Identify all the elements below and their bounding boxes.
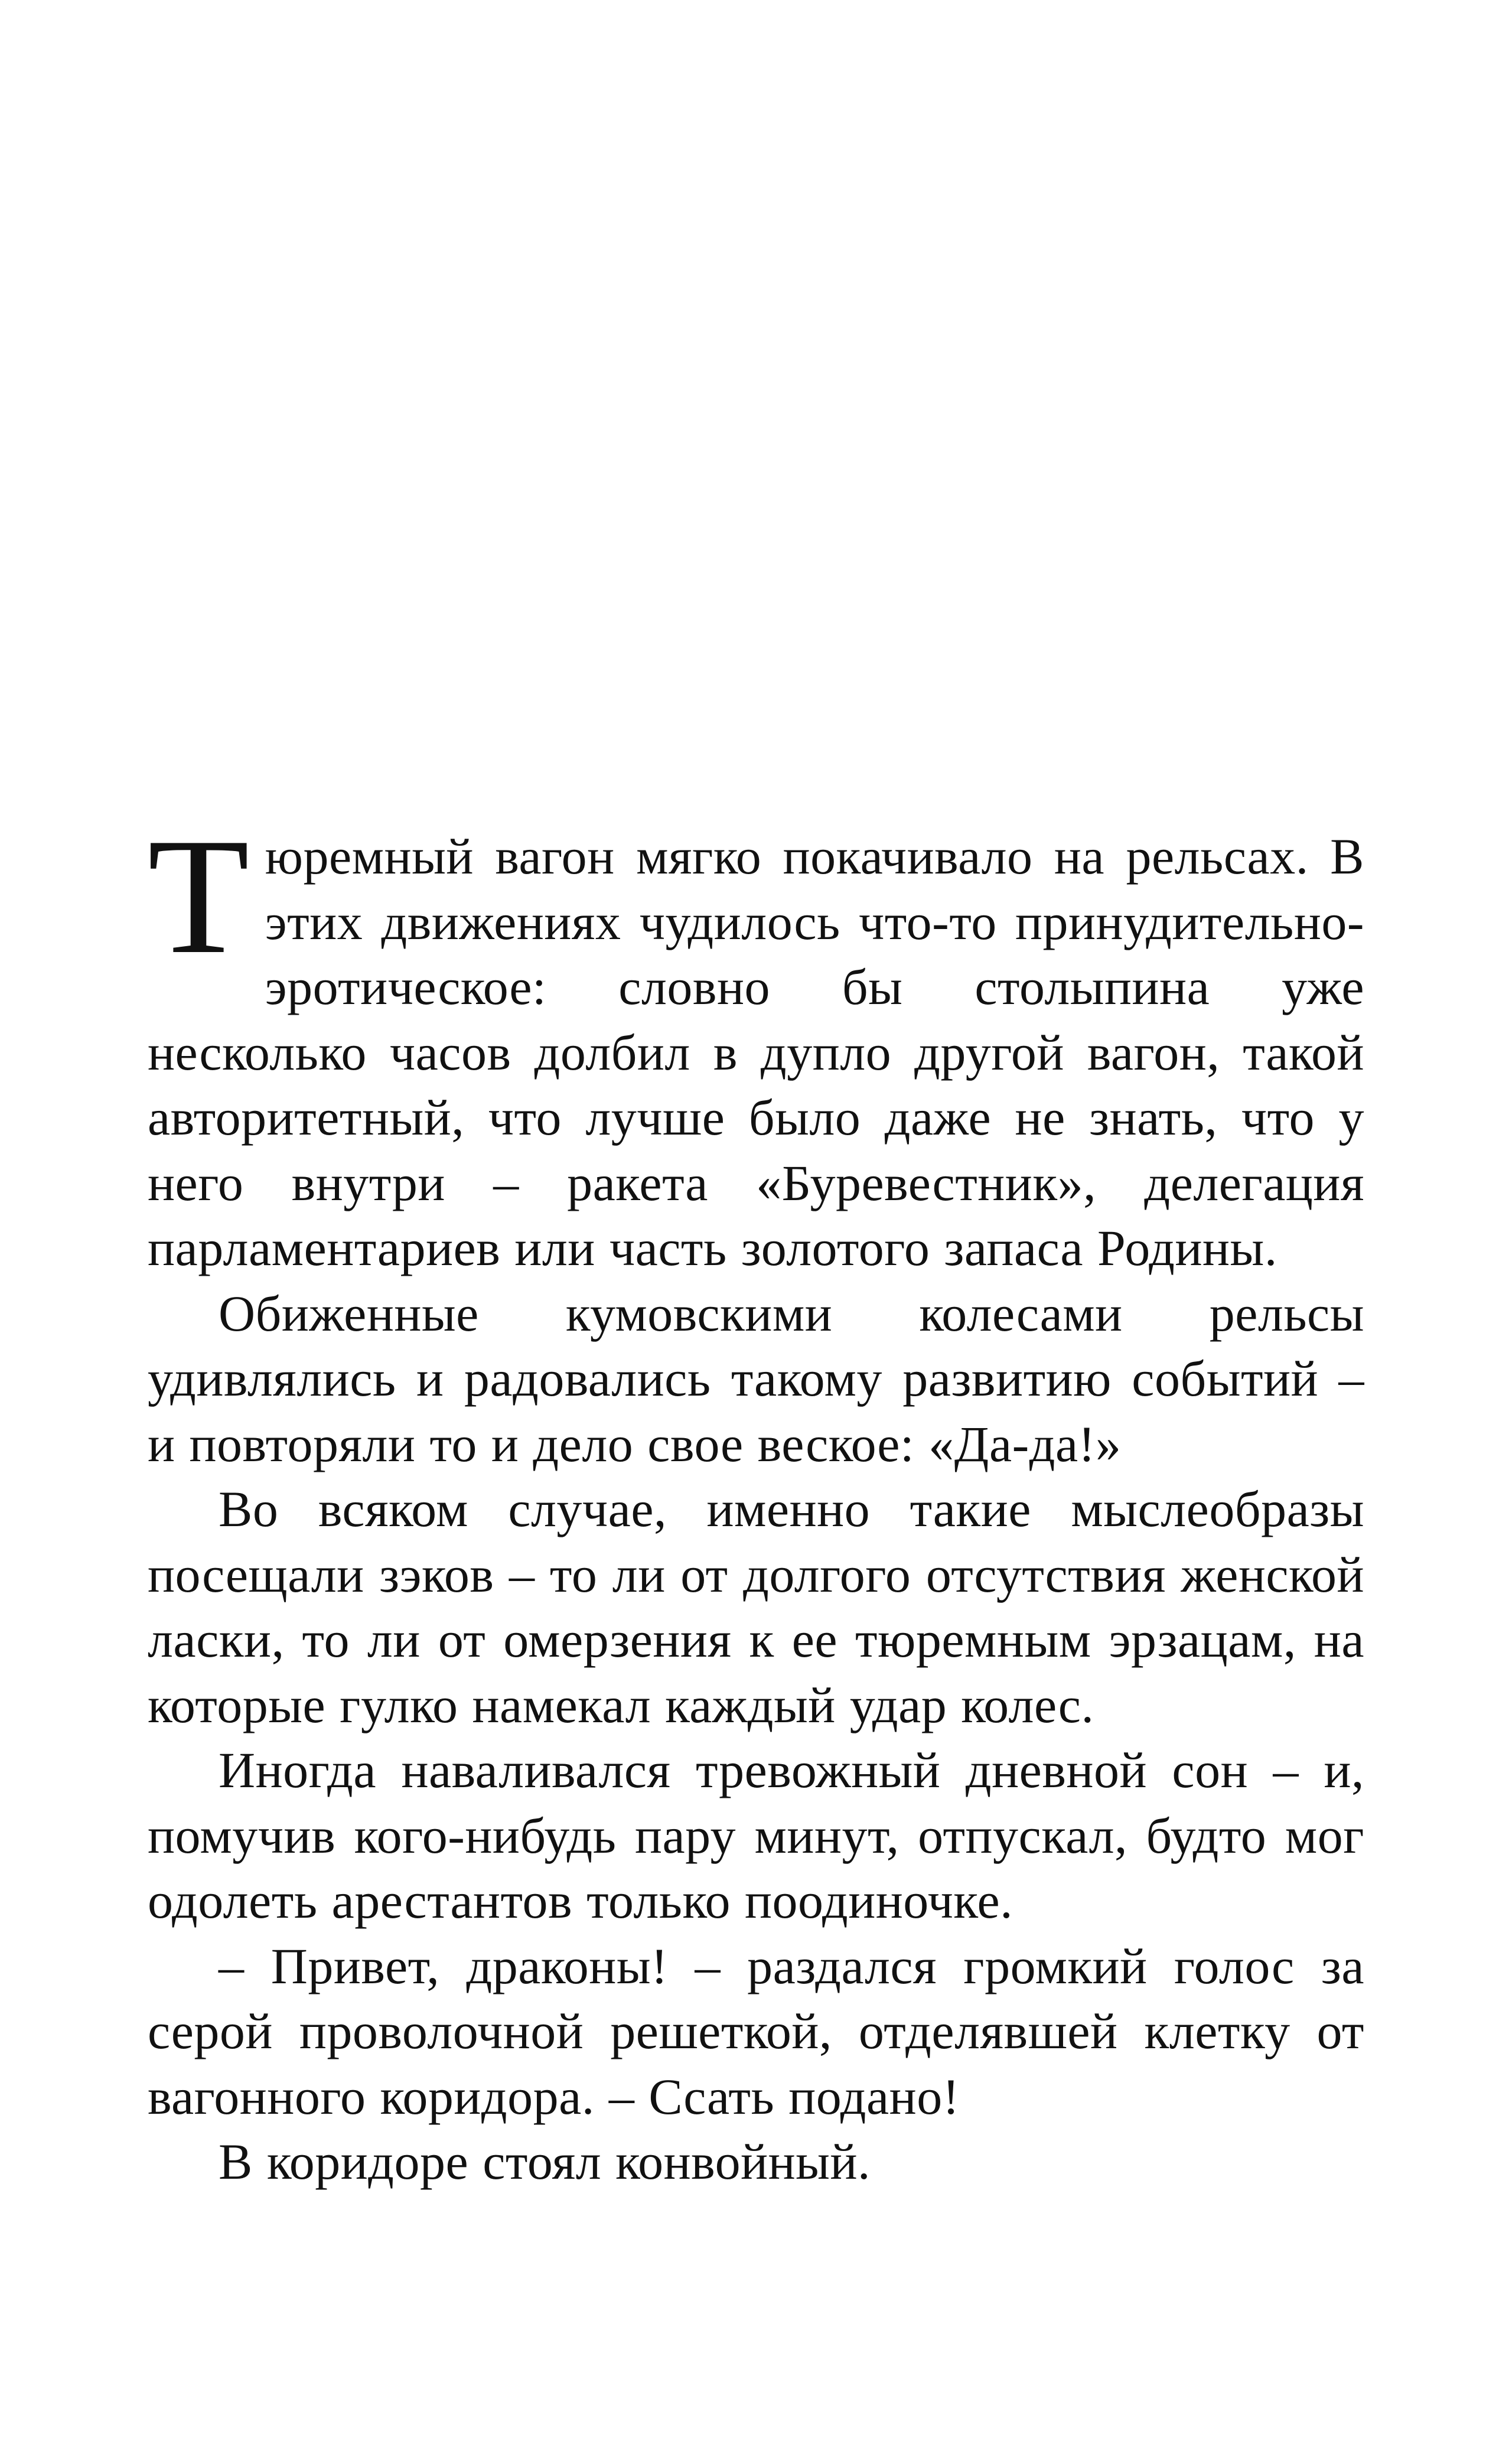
- paragraph-3: Во всяком случае, именно такие мыслеобразы посещали зэков – то ли от долгого отсутствия женской ласки, то ли от омерзения к ее тюремным эрзацам, на которые гулко намекал каждый удар колес.: [148, 1481, 1364, 1733]
- paragraph-4: Иногда наваливался тревожный дневной сон – и, помучив кого-нибудь пару минут, отпускал, будто мог одолеть арестантов только поодиночке.: [148, 1742, 1364, 1929]
- paragraph-5: – Привет, драконы! – раздался громкий голос за серой проволочной решеткой, отделявшей клетку от вагонного коридора. – Ссать подано!: [148, 1937, 1364, 2125]
- paragraph-1: [148, 804, 1364, 1281]
- drop-cap: Т: [148, 804, 250, 988]
- paragraph-6: В коридоре стоял конвойный.: [219, 2133, 871, 2190]
- paragraph-1-text: юремный вагон мягко покачивало на рельсах. В этих движениях чудилось что-то принудительно-эротическое: словно бы столыпина уже несколько часов долбил в дупло другой вагон, такой авторитетный, что лучше было даже не знать, что у него внутри – ракета «Буревестник», делегация парламентариев или часть золотого запаса Родины.: [148, 828, 1364, 1276]
- paragraph-2: Обиженные кумовскими колесами рельсы удивлялись и радовались такому развитию событий – и повторяли то и дело свое веское: «Да-да!»: [148, 1285, 1364, 1472]
- body-text: [148, 804, 1364, 2195]
